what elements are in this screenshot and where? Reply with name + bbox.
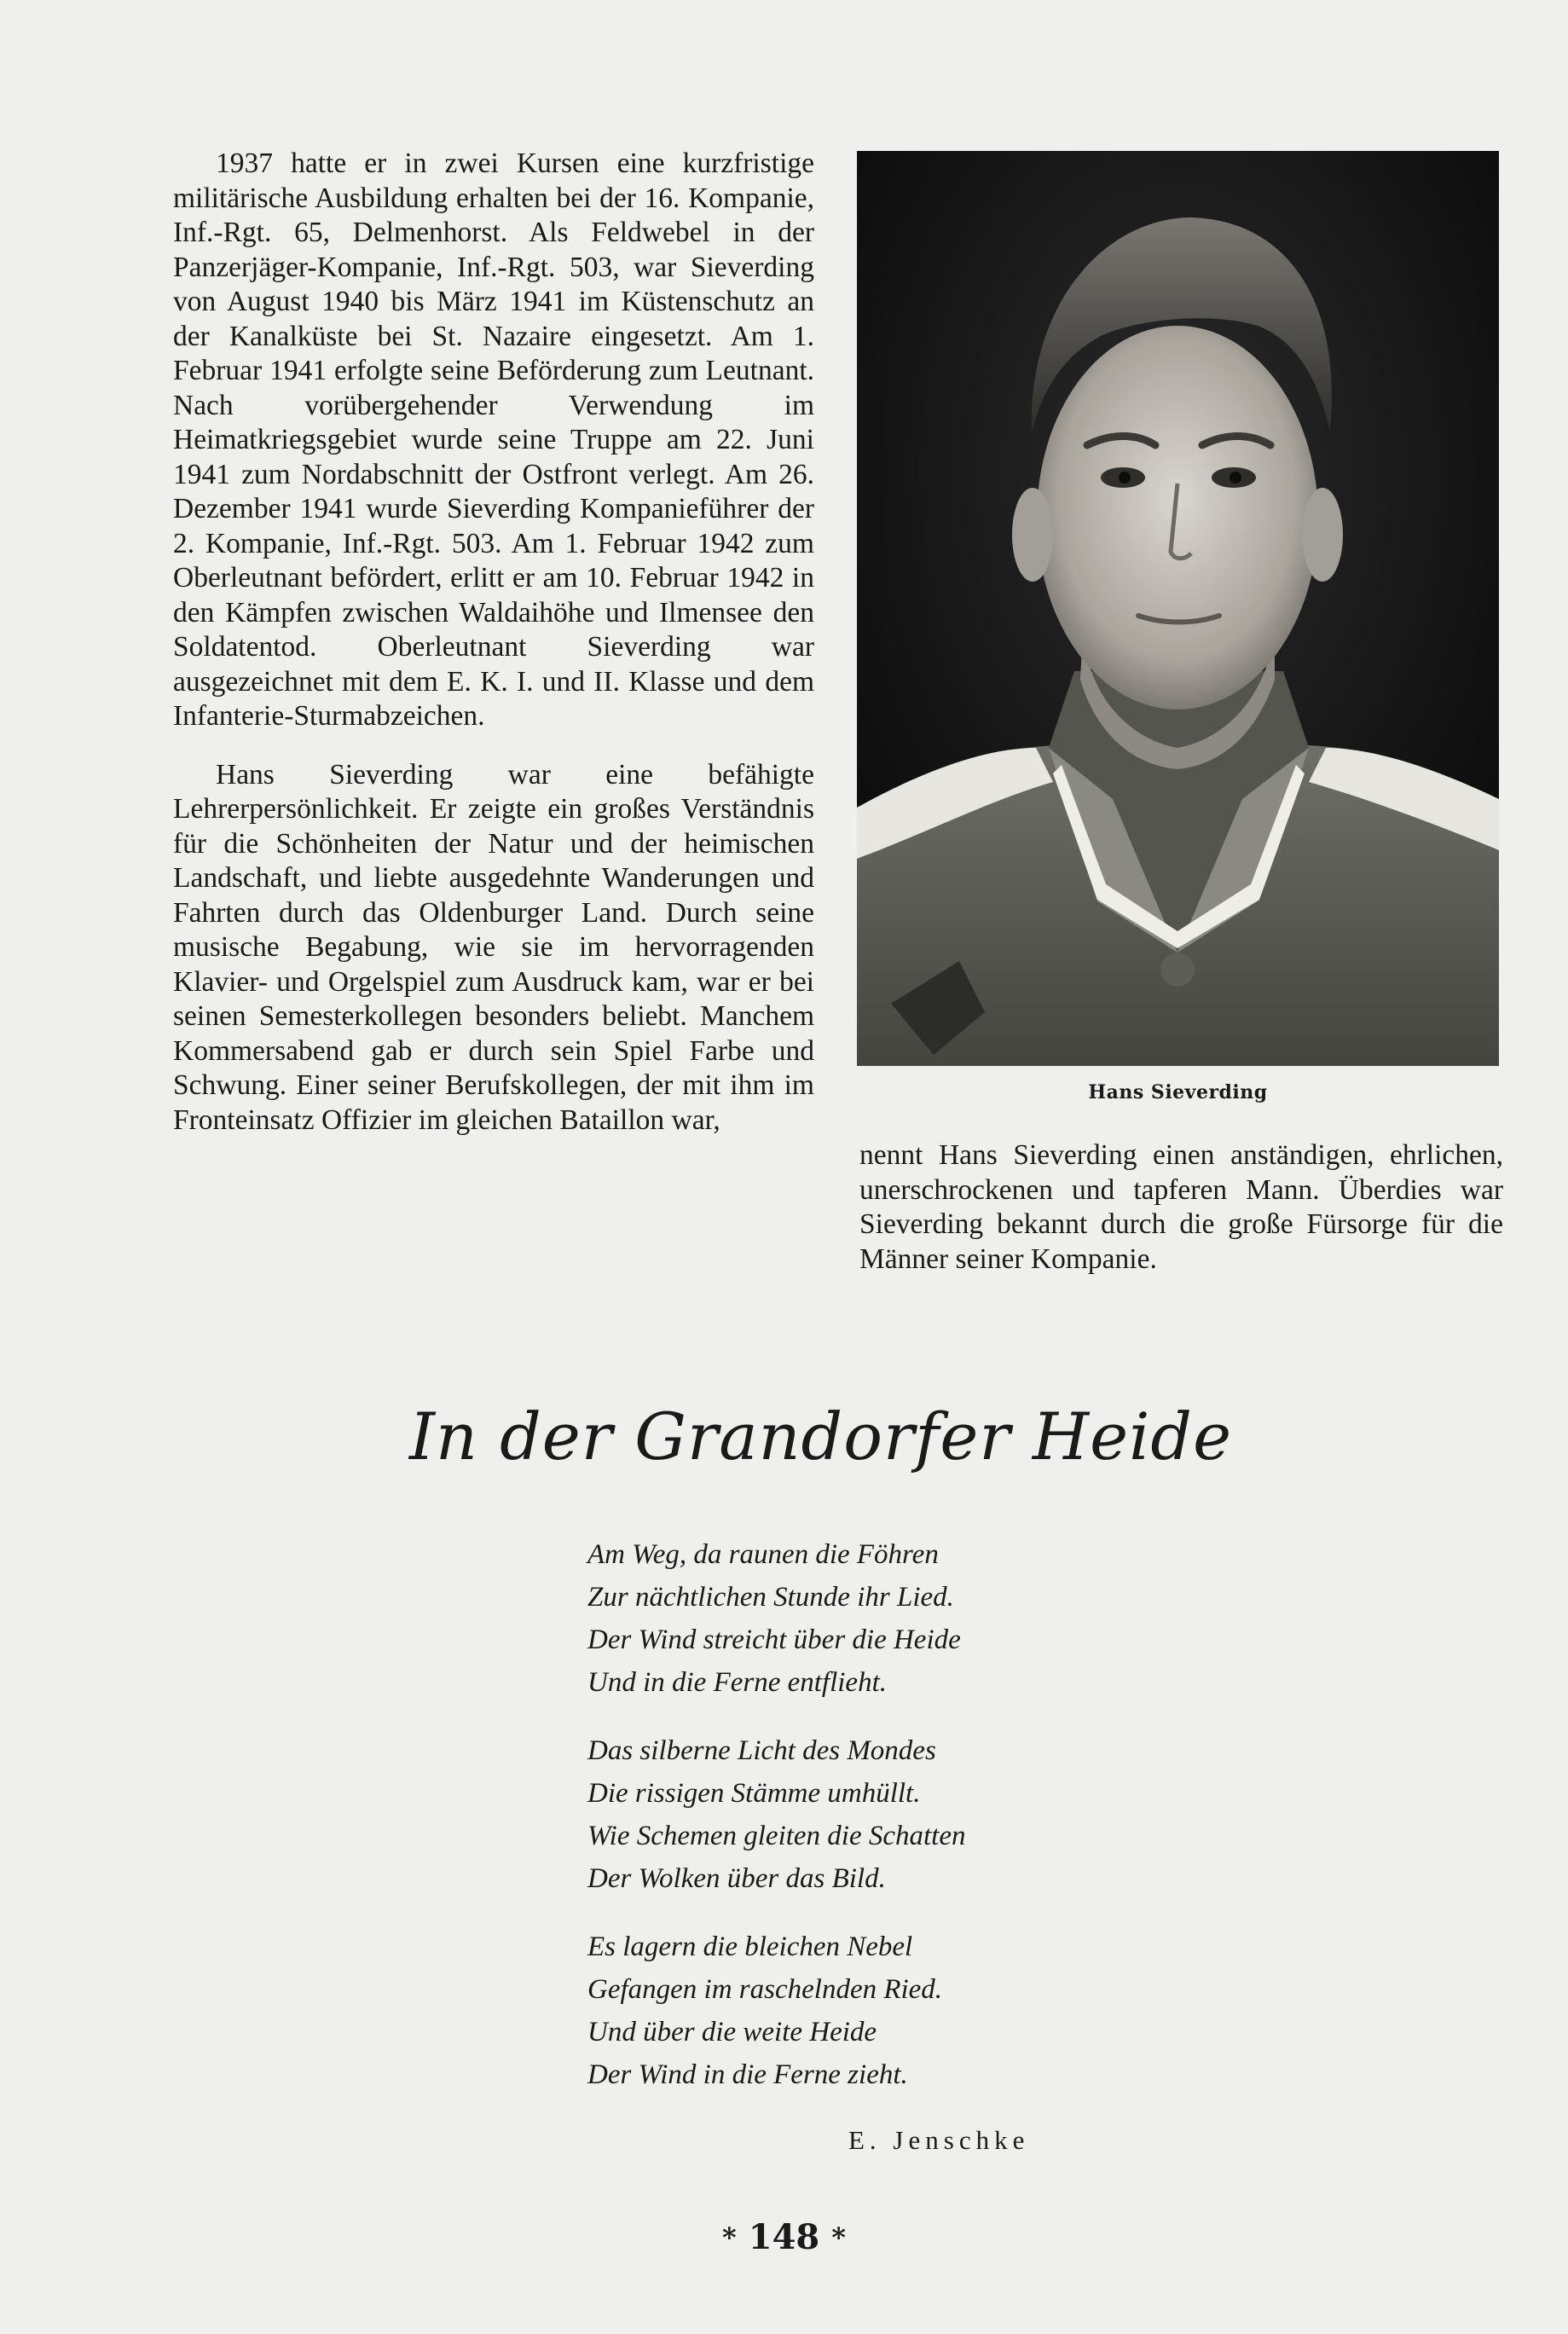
page-number xyxy=(0,2217,1568,2257)
page-number-value: 148 xyxy=(748,2217,820,2257)
article-paragraph-2: Hans Sieverding war eine befähigte Lehrerpersönlichkeit. Er zeigte ein großes Verständnis für die Schönheiten der Natur und der heimischen Landschaft, und liebte ausgedehnte Wanderungen und Fahrten durch das Oldenburger Land. Durch seine musische Begabung, wie sie im hervorragenden Klavier- und Orgelspiel zum Ausdruck kam, war er bei seinen Semesterkollegen besonders beliebt. Manchem Kommersabend gab er durch sein Spiel Farbe und Schwung. Einer seiner Berufskollegen, der mit ihm im Fronteinsatz Offizier im gleichen Bataillon war, xyxy=(173,758,814,1136)
asterisk-ornament-left: * xyxy=(722,2221,737,2254)
poem-line: Die rissigen Stämme umhüllt. xyxy=(587,1778,921,1809)
poem-stanza-3 xyxy=(587,1926,1184,2096)
poem-author: E. Jenschke xyxy=(848,2125,1030,2155)
poem xyxy=(587,1533,1184,2096)
poem-title: In der Grandorfer Heide xyxy=(409,1399,1233,1474)
article-left-column xyxy=(173,147,814,1138)
poem-stanza-2 xyxy=(587,1729,1184,1900)
article-right-column xyxy=(859,1138,1503,1277)
poem-line: Der Wolken über das Bild. xyxy=(587,1863,886,1894)
poem-stanza-1 xyxy=(587,1533,1184,1704)
poem-line: Am Weg, da raunen die Föhren xyxy=(587,1539,939,1570)
article-paragraph-3: nennt Hans Sieverding einen anständigen, ehrlichen, unerschrockenen und tapferen Mann. Überdies war Sieverding bekannt durch die große Fürsorge für die Männer seiner Kompanie. xyxy=(859,1139,1503,1275)
poem-line: Zur nächtlichen Stunde ihr Lied. xyxy=(587,1582,954,1613)
asterisk-ornament-right: * xyxy=(831,2221,846,2254)
poem-line: Das silberne Licht des Mondes xyxy=(587,1735,936,1766)
poem-line: Es lagern die bleichen Nebel xyxy=(587,1931,913,1962)
poem-line: Und über die weite Heide xyxy=(587,2017,877,2047)
portrait-photo xyxy=(857,151,1499,1066)
article-paragraph-1: 1937 hatte er in zwei Kursen eine kurzfristige militärische Ausbildung erhalten bei der 16. Kompanie, Inf.-Rgt. 65, Delmenhorst. Als Feldwebel in der Panzerjäger-Kompanie, Inf.-Rgt. 503, war Sieverding von August 1940 bis März 1941 im Küstenschutz an der Kanalküste bei St. Nazaire eingesetzt. Am 1. Februar 1941 erfolgte seine Beförderung zum Leutnant. Nach vorübergehender Verwendung im Heimatkriegsgebiet wurde seine Truppe am 22. Juni 1941 zum Nordabschnitt der Ostfront verlegt. Am 26. Dezember 1941 wurde Sieverding Kompanieführer der 2. Kompanie, Inf.-Rgt. 503. Am 1. Februar 1942 zum Oberleutnant befördert, erlitt er am 10. Februar 1942 in den Kämpfen zwischen Waldaihöhe und Ilmensee den Soldatentod. Oberleutnant Sieverding war ausgezeichnet mit dem E. K. I. und II. Klasse und dem Infanterie-Sturmabzeichen. xyxy=(173,148,814,732)
photo-caption: Hans Sieverding xyxy=(1088,1081,1268,1103)
poem-line: Gefangen im raschelnden Ried. xyxy=(587,1974,943,2005)
poem-line: Der Wind streicht über die Heide xyxy=(587,1625,961,1655)
portrait-photo-illustration xyxy=(857,151,1499,1066)
poem-line: Der Wind in die Ferne zieht. xyxy=(587,2059,908,2090)
poem-line: Und in die Ferne entflieht. xyxy=(587,1667,887,1698)
poem-line: Wie Schemen gleiten die Schatten xyxy=(587,1821,966,1851)
